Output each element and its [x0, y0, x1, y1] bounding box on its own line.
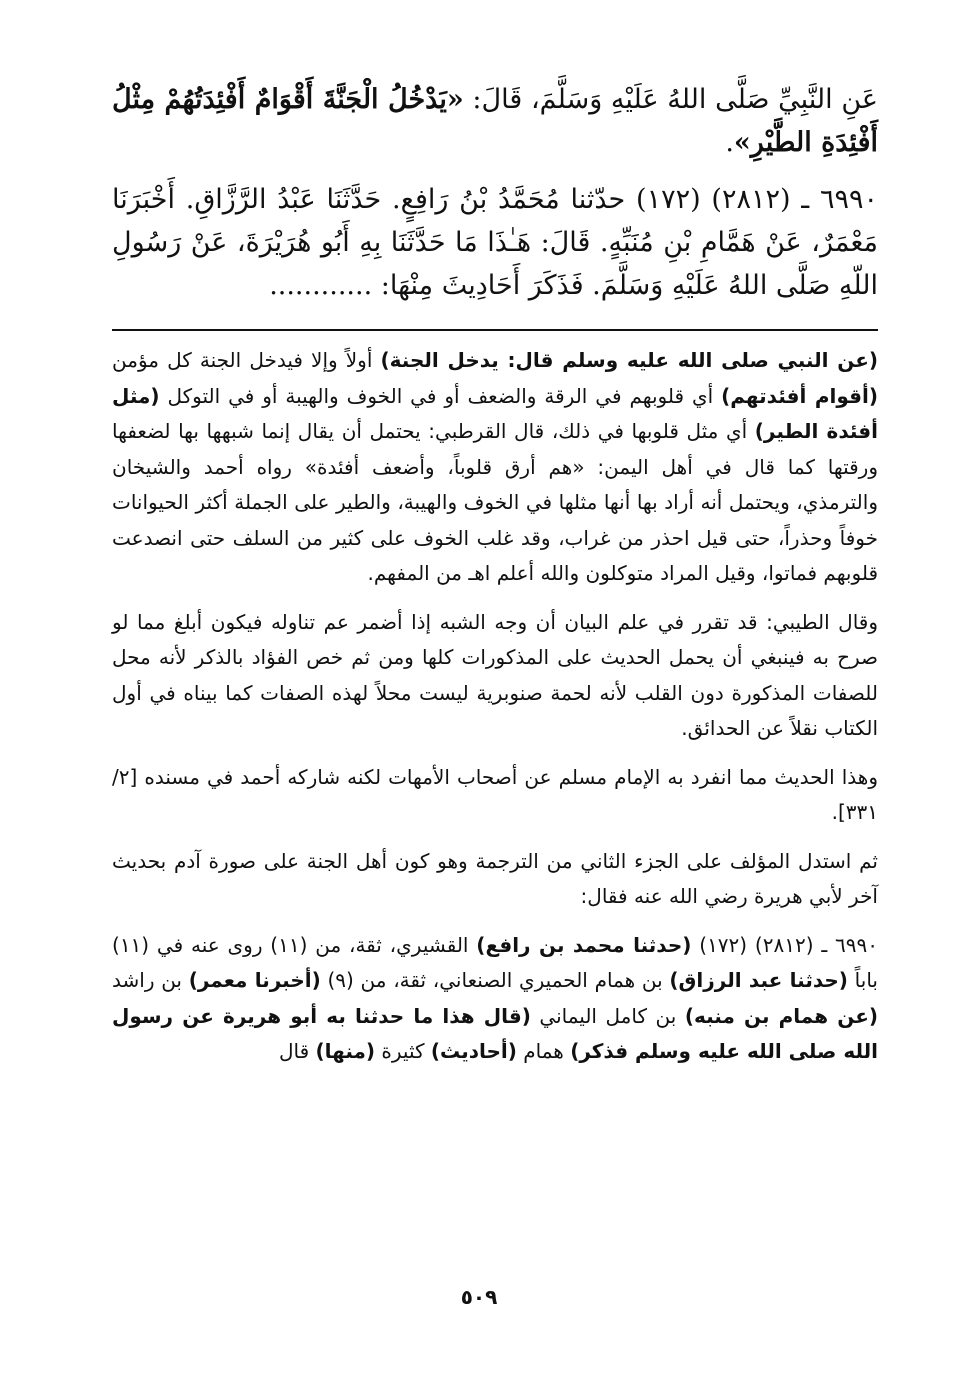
- commentary-text: أي قلوبهم في الرقة والضعف أو في الخوف والهيبة أو في التوكل: [159, 383, 722, 408]
- commentary-text: القشيري، ثقة، من (١١) روى عنه في (١١) باباً: [112, 932, 878, 992]
- quoted-text: (أقوام أفئدتهم): [721, 383, 878, 408]
- commentary-text: همام: [516, 1039, 571, 1063]
- commentary-text: بن همام الحميري الصنعاني، ثقة، من (٩): [320, 968, 670, 992]
- commentary-paragraph-3: وهذا الحديث مما انفرد به الإمام مسلم عن أصحاب الأمهات لكنه شاركه أحمد في مسنده [٢/ ٣٣١].: [112, 764, 878, 824]
- commentary-text: بن راشد: [112, 968, 189, 992]
- commentary-text: أولاً وإلا فيدخل الجنة كل مؤمن: [112, 348, 381, 372]
- quoted-text: (حدثنا عبد الرزاق): [669, 968, 848, 992]
- quoted-text: (منها): [315, 1039, 376, 1063]
- quoted-text: (عن النبي صلى الله عليه وسلم قال: يدخل الجنة): [380, 348, 878, 372]
- commentary: [112, 343, 878, 1070]
- commentary-paragraph-2: وقال الطيبي: قد تقرر في علم البيان أن وجه الشبه إذا أضمر عم تناوله فيكون أبلغ مما لو صرح به فينبغي أن يحمل الحديث على المذكورات كلها ومن ثم خص الفؤاد بالذكر لأنه محل للصفات المذكورة دون القلب لأنه لحمة صنوبرية ليست محلاً لهذه الصفات كما بيناه في أول الكتاب نقلاً عن الحدائق.: [112, 609, 878, 740]
- hadith-text: [112, 78, 878, 307]
- hadith-paragraph-1: [112, 78, 878, 164]
- quoted-text: (أحاديث): [430, 1039, 517, 1063]
- quoted-text: (أخبرنا معمر): [188, 968, 321, 992]
- footnote-divider: [112, 329, 878, 331]
- quoted-text: (قال هذا ما حدثنا به أبو هريرة عن رسول الله صلى الله عليه وسلم فذكر): [112, 1003, 878, 1063]
- hadith-matn: «يَدْخُلُ الْجَنَّةَ أَقْوَامٌ أَفْئِدَتُهُمْ مِثْلُ أَفْئِدَةِ الطَّيْرِ»: [112, 84, 878, 158]
- quoted-text: (حدثنا محمد بن رافع): [476, 932, 692, 957]
- commentary-paragraph-4: ثم استدل المؤلف على الجزء الثاني من الترجمة وهو كون أهل الجنة على صورة آدم بحديث آخر لأبي هريرة رضي الله عنه فقال:: [112, 848, 878, 908]
- commentary-text: كثيرة: [375, 1039, 431, 1063]
- hadith-number: ٦٩٩٠ ـ (٢٨١٢) (١٧٢): [691, 932, 878, 957]
- commentary-paragraph-1: [112, 343, 878, 592]
- commentary-text: قال: [278, 1039, 316, 1063]
- page-body: [112, 78, 878, 1070]
- hadith-paragraph-2: ٦٩٩٠ ـ (٢٨١٢) (١٧٢) حدّثنا مُحَمَّدُ بْنُ رَافِعٍ. حَدَّثَنَا عَبْدُ الرَّزَّاقِ. أَخْبَرَنَا مَعْمَرٌ، عَنْ هَمَّامِ بْنِ مُنَبِّهٍ. قَالَ: هَـٰذَا مَا حَدَّثَنَا بِهِ أَبُو هُرَيْرَةَ، عَنْ رَسُولِ اللّهِ صَلَّى اللهُ عَلَيْهِ وَسَلَّمَ. فَذَكَرَ أَحَادِيثَ مِنْهَا: ............: [112, 184, 878, 301]
- hadith-period: .: [725, 127, 734, 158]
- quoted-text: (مثل أفئدة الطير): [112, 383, 879, 443]
- page-number: ٥٠٩: [460, 1285, 498, 1309]
- commentary-text: بن كامل اليماني: [530, 1003, 685, 1028]
- commentary-paragraph-5: [112, 928, 878, 1070]
- hadith-chain-end: عَنِ النَّبِيِّ صَلَّى اللهُ عَلَيْهِ وَسَلَّمَ، قَالَ:: [463, 84, 878, 115]
- quoted-text: (عن همام بن منبه): [684, 1003, 879, 1028]
- commentary-text: أي مثل قلوبها في ذلك، قال القرطبي: يحتمل أن يقال إنما شبهها بها لضعفها ورقتها كما قال في أهل اليمن: «هم أرق قلوباً، وأضعف أفئدة» رواه أحمد والشيخان والترمذي، ويحتمل أنه أراد بها أنها مثلها في الخوف والهيبة، والطير على الجملة أكثر الحيوانات خوفاً وحذراً، حتى قيل احذر من غراب، وقد غلب الخوف على كثير من السلف حتى انصدعت قلوبهم فماتوا، وقيل المراد متوكلون والله أعلم اهـ من المفهم.: [112, 419, 878, 585]
